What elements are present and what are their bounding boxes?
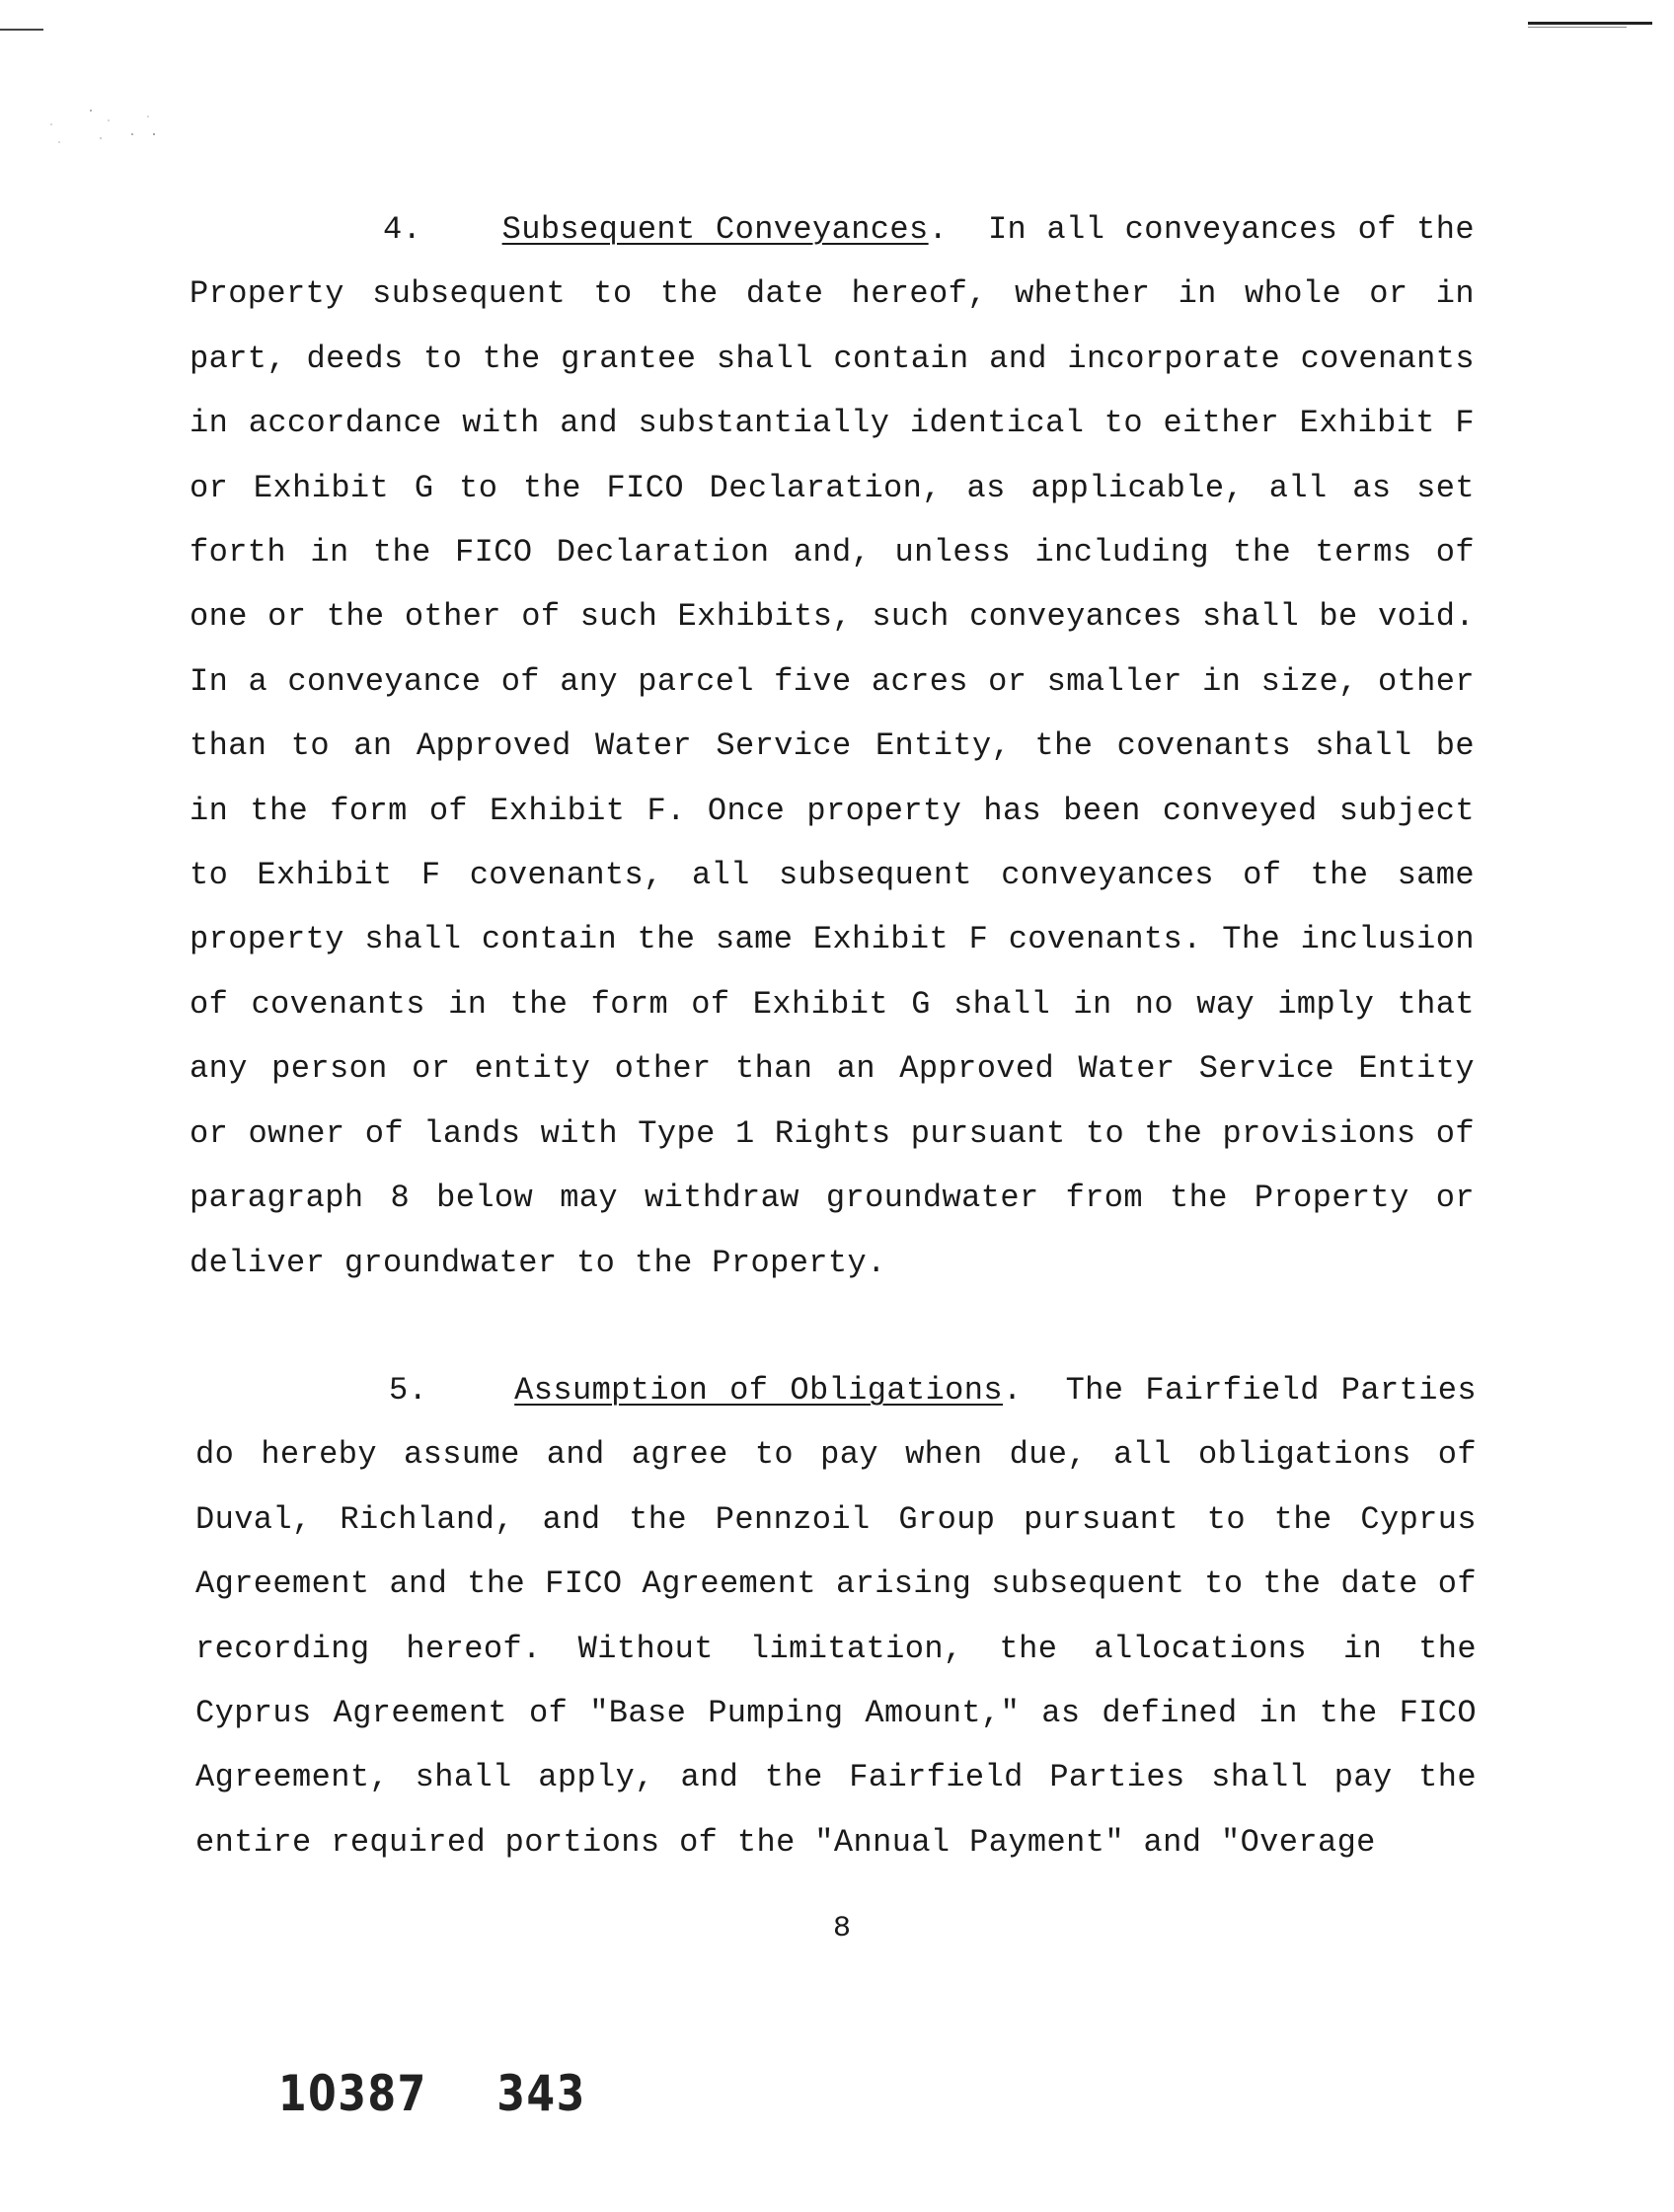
scan-edge-mark-right-thin bbox=[1528, 27, 1627, 28]
section-4-body: In all conveyances of the Property subsequent to the date hereof, whether in whole or in part, deeds to the grantee shall contain and incorporate covenants in accordance with and substantially identical to either Exhibit F or Exhibit G to the FICO Declaration, as applicable, all as set forth in the FICO Declaration and, unless including the terms of one or the other of such Exhibits, such conveyances shall be void. In a conveyance of any parcel five acres or smaller in size, other than to an Approved Water Service Entity, the covenants shall be in the form of Exhibit F. Once property has been conveyed subject to Exhibit F covenants, all subsequent conveyances of the same property shall contain the same Exhibit F covenants. The inclusion of covenants in the form of Exhibit G shall in no way imply that any person or entity other than an Approved Water Service Entity or owner of lands with Type 1 Rights pursuant to the provisions of paragraph 8 below may withdraw groundwater from the Property or deliver groundwater to the Property. bbox=[190, 211, 1475, 1281]
section-5-body: The Fairfield Parties do hereby assume and agree to pay when due, all obligations of Duval, Richland, and the Pennzoil Group pursuant to the Cyprus Agreement and the FICO Agreement arising subsequent to the date of recording hereof. Without limitation, the allocations in the Cyprus Agreement of "Base Pumping Amount," as defined in the FICO Agreement, shall apply, and the Fairfield Parties shall pay the entire required portions of the "Annual Payment" and "Overage bbox=[195, 1372, 1477, 1861]
section-4-heading-period: . bbox=[928, 211, 949, 248]
section-5-paragraph bbox=[195, 1358, 1477, 1874]
section-5-heading-period: . bbox=[1003, 1372, 1023, 1409]
section-5-number: 5. bbox=[389, 1372, 428, 1409]
scan-edge-mark-left bbox=[0, 29, 43, 31]
section-4-number: 4. bbox=[383, 211, 422, 248]
scan-specks bbox=[39, 99, 178, 158]
section-5-heading: Assumption of Obligations bbox=[514, 1372, 1003, 1409]
section-4-paragraph bbox=[190, 197, 1475, 1295]
section-4-heading: Subsequent Conveyances bbox=[501, 211, 929, 248]
scan-edge-mark-right bbox=[1528, 22, 1652, 25]
recording-page-number: 343 bbox=[496, 2065, 586, 2122]
recording-book-number: 10387 bbox=[278, 2065, 427, 2122]
recording-stamp bbox=[278, 2065, 586, 2122]
page-number: 8 bbox=[832, 1912, 851, 1945]
